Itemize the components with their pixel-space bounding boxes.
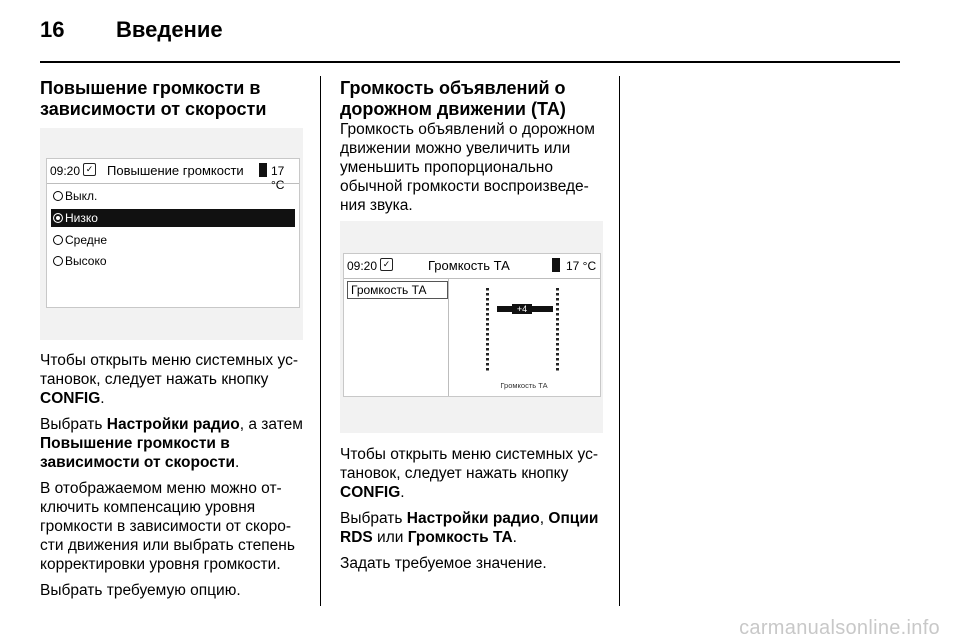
ta-volume-display (343, 253, 601, 397)
ta-menu-panel (344, 279, 449, 396)
slider-scale-left (486, 288, 489, 371)
check-icon: ✓ (380, 258, 393, 271)
right-paragraph-3: Задать требуемое значение. (340, 555, 547, 572)
slider-scale-right (556, 288, 559, 371)
slider-tick (556, 298, 559, 301)
ta-volume-screenshot (340, 221, 603, 433)
slider-tick (486, 288, 489, 291)
slider-tick (556, 313, 559, 316)
ta-volume-slider[interactable] (449, 280, 599, 395)
slider-tick (486, 298, 489, 301)
slider-tick (556, 293, 559, 296)
section-title: Введение (116, 17, 223, 42)
screen-title: Повышение громкости (107, 163, 244, 178)
clock: 09:20 (347, 259, 378, 273)
slider-tick (556, 343, 559, 346)
temperature: 17 °C (566, 259, 597, 273)
column-divider-1 (320, 76, 321, 606)
slider-tick (486, 303, 489, 306)
slider-tick (486, 338, 489, 341)
clock: 09:20 (50, 164, 81, 178)
right-paragraph-1: Чтобы открыть меню системных ус‐ тановок, следует нажать кнопку CONFIG. (340, 446, 598, 501)
slider-caption: Громкость ТА (500, 381, 548, 390)
slider-tick (486, 343, 489, 346)
right-paragraph-2: Выбрать Настройки радио, Опции RDS или Громкость ТА. (340, 510, 599, 546)
slider-tick (486, 348, 489, 351)
left-body (40, 351, 315, 607)
slider-tick (556, 333, 559, 336)
status-bar (344, 254, 600, 279)
slider-tick (556, 308, 559, 311)
slider-tick (556, 368, 559, 371)
page-number: 16 (40, 17, 65, 42)
column-divider-2 (619, 76, 620, 606)
header-divider (40, 61, 900, 63)
left-heading: Повышение громкости в зависимости от скорости (40, 78, 267, 119)
slider-tick (486, 333, 489, 336)
speed-volume-display (46, 158, 300, 308)
right-heading: Громкость объявлений о дорожном движении (ТА) (340, 78, 566, 119)
left-column (40, 78, 315, 120)
slider-tick (486, 313, 489, 316)
check-icon: ✓ (83, 163, 96, 176)
slider-tick (486, 318, 489, 321)
slider-tick (556, 358, 559, 361)
menu-item-ta-volume[interactable]: Громкость ТА (347, 281, 448, 299)
battery-icon (259, 163, 267, 177)
option-low[interactable]: Низко (51, 209, 295, 227)
temperature: 17 °C (271, 164, 285, 192)
slider-tick (556, 328, 559, 331)
screen-title: Громкость ТА (428, 258, 510, 273)
status-bar (47, 159, 299, 192)
slider-tick (556, 323, 559, 326)
option-medium[interactable]: Средне (51, 231, 295, 249)
right-column (340, 78, 610, 222)
watermark: carmanualsonline.info (739, 617, 940, 639)
slider-tick (486, 353, 489, 356)
left-paragraph-4: Выбрать требуемую опцию. (40, 582, 241, 599)
slider-tick (486, 358, 489, 361)
speed-volume-screenshot (40, 128, 303, 340)
slider-tick (556, 288, 559, 291)
right-intro: Громкость объявлений о дорожном движении можно увеличить или уменьшить пропорционально обычной громкости воспроизведе‐ ния звука. (340, 121, 595, 214)
left-paragraph-2: Выбрать Настройки радио, а затем Повышение громкости в зависимости от скорости. (40, 416, 303, 471)
battery-icon (552, 258, 560, 272)
slider-tick (556, 363, 559, 366)
slider-tick (556, 303, 559, 306)
slider-tick (556, 348, 559, 351)
slider-tick (556, 318, 559, 321)
slider-tick (486, 293, 489, 296)
slider-tick (486, 323, 489, 326)
slider-tick (556, 353, 559, 356)
left-paragraph-1: Чтобы открыть меню системных ус‐ тановок, следует нажать кнопку CONFIG. (40, 352, 298, 407)
slider-tick (486, 308, 489, 311)
option-off[interactable]: Выкл. (51, 187, 295, 205)
slider-tick (486, 368, 489, 371)
slider-tick (486, 363, 489, 366)
slider-tick (486, 328, 489, 331)
right-body (340, 445, 610, 580)
left-paragraph-3: В отображаемом меню можно от‐ ключить компенсацию уровня громкости в зависимости от скоро‐ сти движения или выбрать степень корректировки уровня громкости. (40, 480, 295, 573)
slider-value: +4 (516, 304, 528, 314)
option-high[interactable]: Высоко (51, 252, 295, 270)
slider-tick (556, 338, 559, 341)
